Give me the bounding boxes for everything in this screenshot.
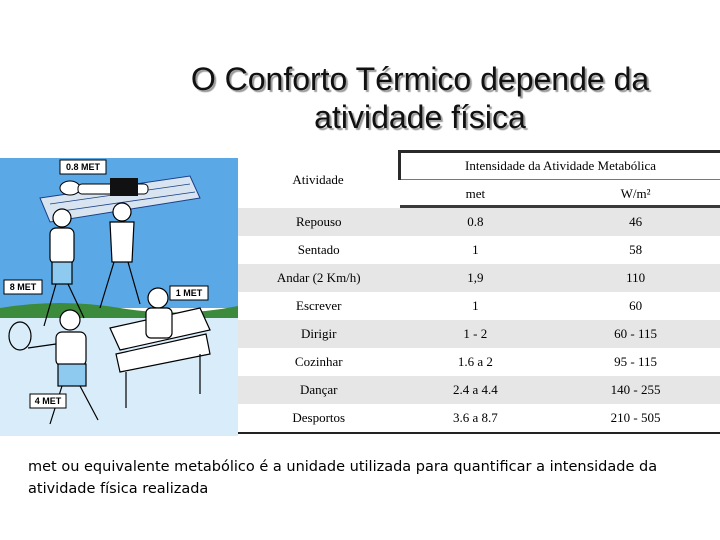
table-row — [238, 264, 720, 292]
table-row — [238, 236, 720, 264]
table-row — [238, 292, 720, 320]
cell-activity: Escrever — [296, 297, 342, 313]
activity-illustration — [0, 158, 238, 436]
sitting-met-label: 1 MET — [175, 288, 203, 298]
table-row — [238, 404, 720, 433]
table-row — [238, 320, 720, 348]
cell-activity: Sentado — [297, 241, 340, 257]
cell-met: 2.4 a 4.4 — [400, 376, 552, 404]
title-line-2: atividade física — [314, 99, 526, 135]
cell-activity: Desportos — [238, 404, 400, 433]
cell-met: 3.6 a 8.7 — [400, 404, 552, 433]
header-met: met — [400, 180, 552, 208]
cell-wm: 110 — [551, 264, 720, 292]
header-group: Intensidade da Atividade Metabólica — [400, 152, 720, 180]
cell-met: 1,9 — [400, 264, 552, 292]
page-title — [110, 60, 720, 136]
caption-text: met ou equivalente metabólico é a unidade utilizada para quantificar a intensidade da atividade física realizada — [28, 459, 658, 497]
table-row — [238, 376, 720, 404]
cell-met: 1 - 2 — [400, 320, 552, 348]
cell-activity: Repouso — [238, 208, 400, 236]
cell-activity: Andar (2 Km/h) — [238, 264, 400, 292]
met-table — [238, 150, 720, 434]
cell-met: 1.6 a 2 — [457, 353, 493, 369]
cell-activity: Cozinhar — [294, 353, 343, 369]
lying-met-label: 0.8 MET — [65, 162, 101, 172]
table-row — [238, 348, 720, 376]
cell-wm: 95 - 115 — [614, 353, 657, 369]
cell-wm: 60 — [629, 297, 643, 313]
walking-met-label: 8 MET — [9, 282, 37, 292]
cell-wm: 140 - 255 — [551, 376, 720, 404]
cell-wm: 60 - 115 — [551, 320, 720, 348]
cell-wm: 46 — [551, 208, 720, 236]
cell-wm: 210 - 505 — [551, 404, 720, 433]
tennis-met-label: 4 MET — [34, 396, 62, 406]
cell-met: 1 — [472, 297, 479, 313]
cell-activity: Dirigir — [238, 320, 400, 348]
header-activity: Atividade — [238, 152, 400, 208]
cell-met: 0.8 — [400, 208, 552, 236]
cell-activity: Dançar — [238, 376, 400, 404]
header-wm: W/m² — [551, 180, 720, 208]
table-row — [238, 208, 720, 236]
cell-met: 1 — [472, 241, 479, 257]
title-line-1: O Conforto Térmico depende da — [190, 61, 650, 97]
cell-wm: 58 — [629, 241, 643, 257]
